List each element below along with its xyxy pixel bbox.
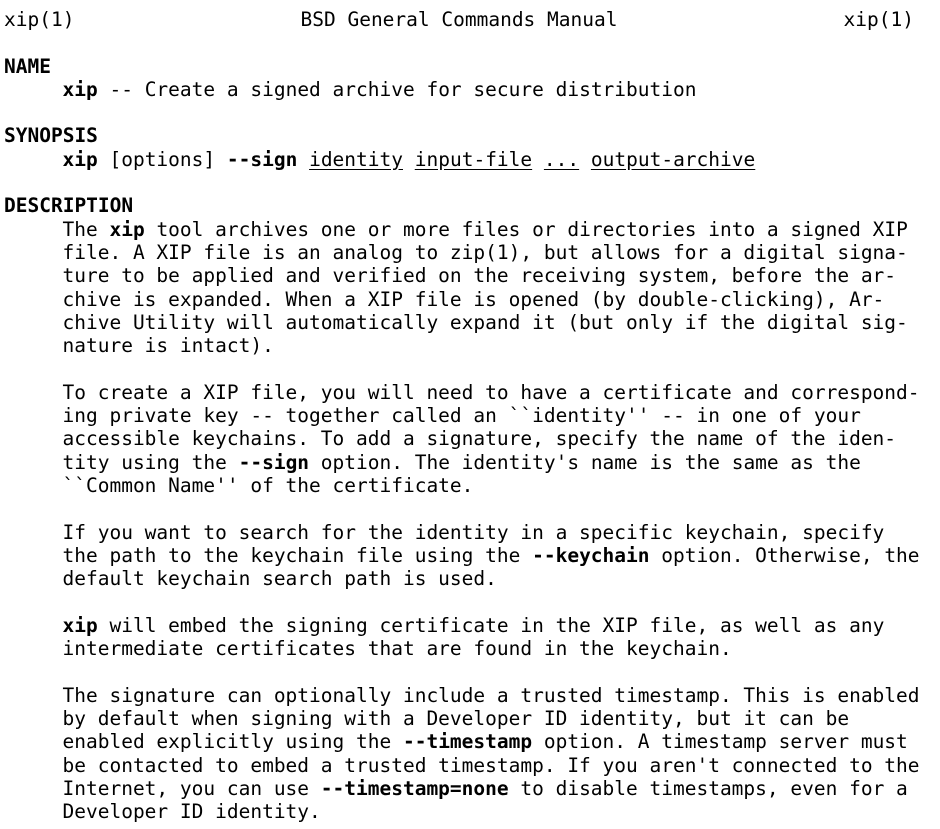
text-line: file. A XIP file is an analog to zip(1), but allows for a digital signa-	[62, 240, 908, 264]
description-paragraph-1	[4, 218, 934, 358]
text-line: ture to be applied and verified on the receiving system, before the ar-	[62, 264, 897, 288]
text-line	[4, 451, 934, 474]
synopsis-sign-flag: --sign	[226, 147, 298, 171]
synopsis-arg-input: input-file	[414, 147, 533, 171]
synopsis-options: [options]	[97, 147, 227, 171]
command-name: xip	[109, 217, 145, 241]
spacer	[4, 31, 934, 54]
text-line: chive Utility will automatically expand it (but only if the digital sig-	[62, 310, 908, 334]
text-line: accessible keychains. To add a signature, specify the name of the iden-	[62, 427, 897, 451]
text-line	[4, 614, 934, 637]
synopsis-space	[403, 148, 415, 171]
synopsis-space	[579, 148, 591, 171]
text-line: ``Common Name'' of the certificate.	[62, 473, 474, 497]
text-line: intermediate certificates that are found in the keychain.	[62, 637, 732, 661]
header-center: BSD General Commands Manual	[300, 8, 618, 31]
man-page	[4, 8, 934, 823]
text-line	[4, 777, 934, 800]
spacer	[4, 497, 934, 520]
synopsis-line	[4, 148, 934, 171]
text-line	[4, 544, 934, 567]
sign-flag: --sign	[238, 450, 310, 474]
keychain-flag: --keychain	[532, 543, 650, 567]
synopsis-space	[532, 148, 544, 171]
name-heading: NAME	[4, 54, 51, 78]
synopsis-heading: SYNOPSIS	[4, 124, 98, 148]
spacer	[4, 357, 934, 380]
text-line: If you want to search for the identity in a specific keychain, specify	[62, 520, 885, 544]
command-name: xip	[62, 613, 98, 637]
name-line	[4, 78, 934, 101]
description-paragraph-4	[4, 614, 934, 661]
text-line: The signature can optionally include a trusted timestamp. This is enabled	[62, 683, 920, 707]
header-right: xip(1)	[843, 8, 914, 31]
text-run: The	[62, 217, 110, 241]
description-heading: DESCRIPTION	[4, 194, 134, 218]
text-line: default keychain search path is used.	[62, 567, 497, 591]
text-line: To create a XIP file, you will need to have a certificate and correspond-	[62, 380, 920, 404]
text-line: Developer ID identity.	[62, 800, 321, 824]
text-line	[4, 730, 934, 753]
text-line: be contacted to embed a trusted timestamp. If you aren't connected to the	[62, 753, 920, 777]
text-run: enabled explicitly using the	[62, 730, 403, 754]
text-run: Internet, you can use	[62, 776, 321, 800]
text-run: tity using the	[62, 450, 239, 474]
description-paragraph-2	[4, 381, 934, 497]
text-line: chive is expanded. When a XIP file is opened (by double-clicking), Ar-	[62, 287, 885, 311]
text-run: the path to the keychain file using the	[62, 543, 533, 567]
spacer	[4, 101, 934, 124]
man-header	[4, 8, 914, 31]
text-line: nature is intact).	[62, 334, 274, 358]
text-line	[4, 218, 934, 241]
text-run: option. A timestamp server must	[532, 730, 908, 754]
text-line: by default when signing with a Developer ID identity, but it can be	[62, 706, 850, 730]
description-paragraph-3	[4, 521, 934, 591]
synopsis-arg-output: output-archive	[590, 147, 756, 171]
description-paragraph-5	[4, 684, 934, 824]
text-run: option. Otherwise, the	[649, 543, 920, 567]
synopsis-command: xip	[62, 147, 98, 171]
text-line: ing private key -- together called an ``identity'' -- in one of your	[62, 404, 861, 428]
header-left: xip(1)	[4, 8, 75, 31]
spacer	[4, 590, 934, 613]
text-run: option. The identity's name is the same as the	[309, 450, 861, 474]
spacer	[4, 171, 934, 194]
spacer	[4, 660, 934, 683]
name-command: xip	[62, 77, 98, 101]
synopsis-arg-more: ...	[543, 147, 580, 171]
name-summary: -- Create a signed archive for secure distribution	[97, 77, 697, 101]
synopsis-space	[297, 148, 309, 171]
timestamp-flag: --timestamp	[402, 730, 533, 754]
text-run: tool archives one or more files or directories into a signed XIP	[144, 217, 908, 241]
timestamp-none-flag: --timestamp=none	[320, 776, 509, 800]
text-run: to disable timestamps, even for a	[508, 776, 908, 800]
text-run: will embed the signing certificate in the XIP file, as well as any	[97, 613, 885, 637]
synopsis-arg-identity: identity	[309, 147, 403, 171]
